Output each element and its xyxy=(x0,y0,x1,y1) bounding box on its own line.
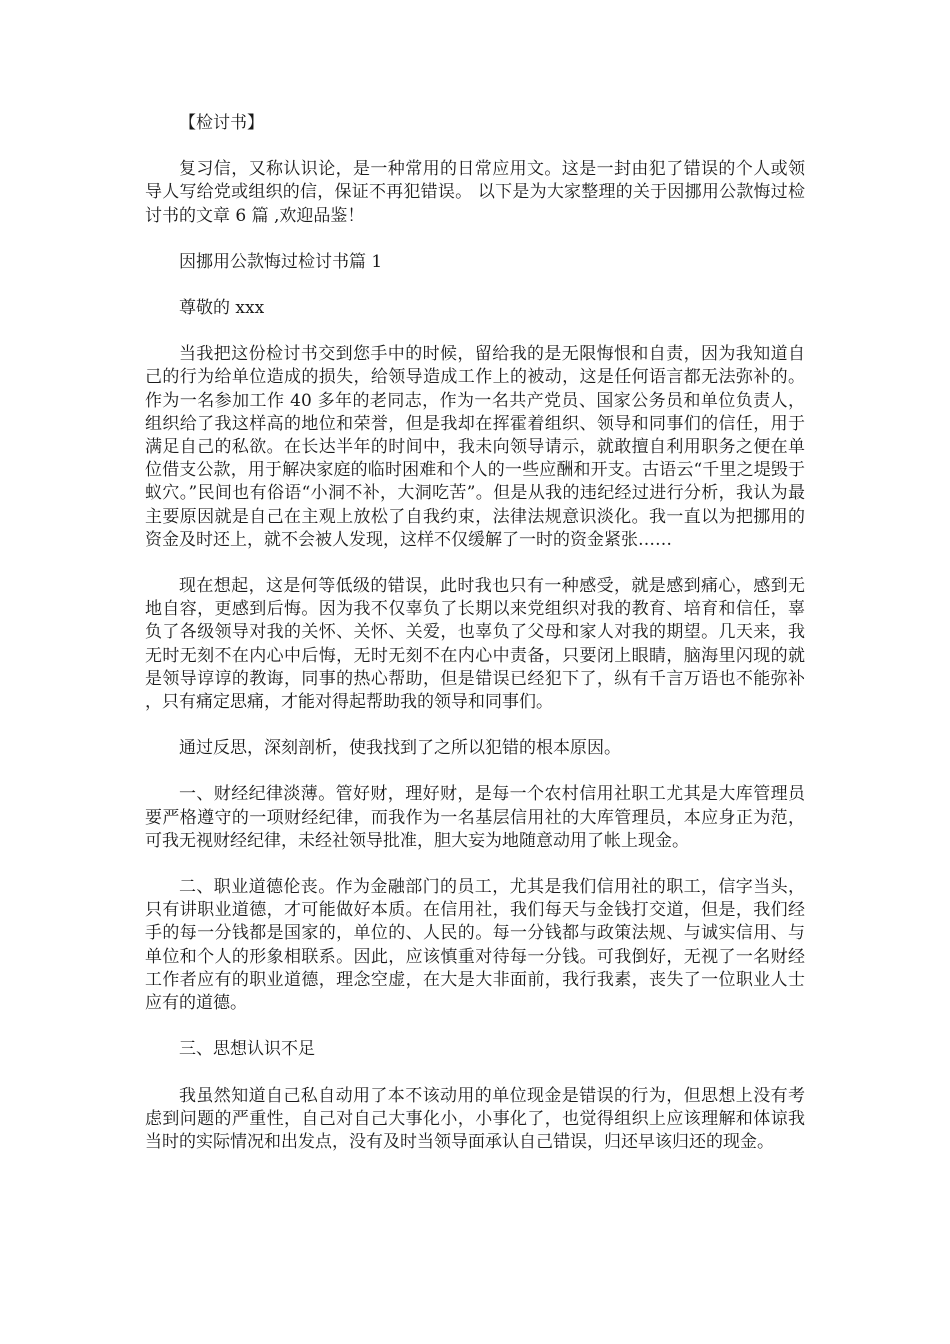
document-title: 【检讨书】 xyxy=(179,113,264,133)
body-paragraph: 一、财经纪律淡薄。管好财，理好财，是每一个农村信用社职工尤其是大库管理员要严格遵守的一项财经纪律，而我作为一名基层信用社的大库管理员，本应身正为范，可我无视财经纪律，未经社领导批准，胆大妄为地随意动用了帐上现金。 xyxy=(145,784,805,851)
subheading: 三、思想认识不足 xyxy=(179,1039,315,1060)
body-paragraph: 二、职业道德伦丧。作为金融部门的员工，尤其是我们信用社的职工，信字当头，只有讲职业道德，才可能做好本质。在信用社，我们每天与金钱打交道，但是，我们经手的每一分钱都是国家的，单位的、人民的。每一分钱都与政策法规、与诚实信用、与单位和个人的形象相联系。因此，应该慎重对待每一分钱。可我倒好，无视了一名财经工作者应有的职业道德，理念空虚，在大是大非面前，我行我素，丧失了一位职业人士应有的道德。 xyxy=(145,877,805,1014)
body-paragraph: 我虽然知道自己私自动用了本不该动用的单位现金是错误的行为，但思想上没有考虑到问题的严重性，自己对自己大事化小，小事化了，也觉得组织上应该理解和体谅我当时的实际情况和出发点，没有及时当领导面承认自己错误，归还早该归还的现金。 xyxy=(145,1085,805,1152)
section-title: 因挪用公款悔过检讨书篇 1 xyxy=(179,251,383,272)
document-body xyxy=(145,112,805,1177)
body-paragraph: 通过反思，深刻剖析，使我找到了之所以犯错的根本原因。 xyxy=(179,738,621,759)
intro-paragraph: 复习信，又称认识论，是一种常用的日常应用文。这是一封由犯了错误的个人或领导人写给党或组织的信，保证不再犯错误。 以下是为大家整理的关于因挪用公款悔过检讨书的文章 6 篇 ,欢迎品鉴！ xyxy=(145,159,805,226)
salutation: 尊敬的 xxx xyxy=(179,298,265,319)
body-paragraph: 当我把这份检讨书交到您手中的时候，留给我的是无限悔恨和自责，因为我知道自己的行为给单位造成的损失，给领导造成工作上的被动，这是任何语言都无法弥补的。作为一名参加工作 40 多年的老同志，作为一名共产党员、国家公务员和单位负责人，组织给了我这样高的地位和荣誉，但是我却在挥霍着组织、领导和同事们的信任，用于满足自己的私欲。在长达半年的时间中，我未向领导请示，就敢擅自利用职务之便在单位借支公款，用于解决家庭的临时困难和个人的一些应酬和开支。古语云“千里之堤毁于蚁穴。”民间也有俗语“小洞不补，大洞吃苦”。但是从我的违纪经过进行分析，我认为最主要原因就是自己在主观上放松了自我约束，法律法规意识淡化。我一直以为把挪用的资金及时还上，就不会被人发现，这样不仅缓解了一时的资金紧张…… xyxy=(145,344,805,550)
body-paragraph: 现在想起，这是何等低级的错误，此时我也只有一种感受，就是感到痛心，感到无地自容，更感到后悔。因为我不仅辜负了长期以来党组织对我的教育、培育和信任，辜负了各级领导对我的关怀、关怀、关爱，也辜负了父母和家人对我的期望。几天来，我无时无刻不在内心中后悔，无时无刻不在内心中责备，只要闭上眼睛，脑海里闪现的就是领导谆谆的教诲，同事的热心帮助，但是错误已经犯下了，纵有千言万语也不能弥补，只有痛定思痛，才能对得起帮助我的领导和同事们。 xyxy=(145,576,805,713)
